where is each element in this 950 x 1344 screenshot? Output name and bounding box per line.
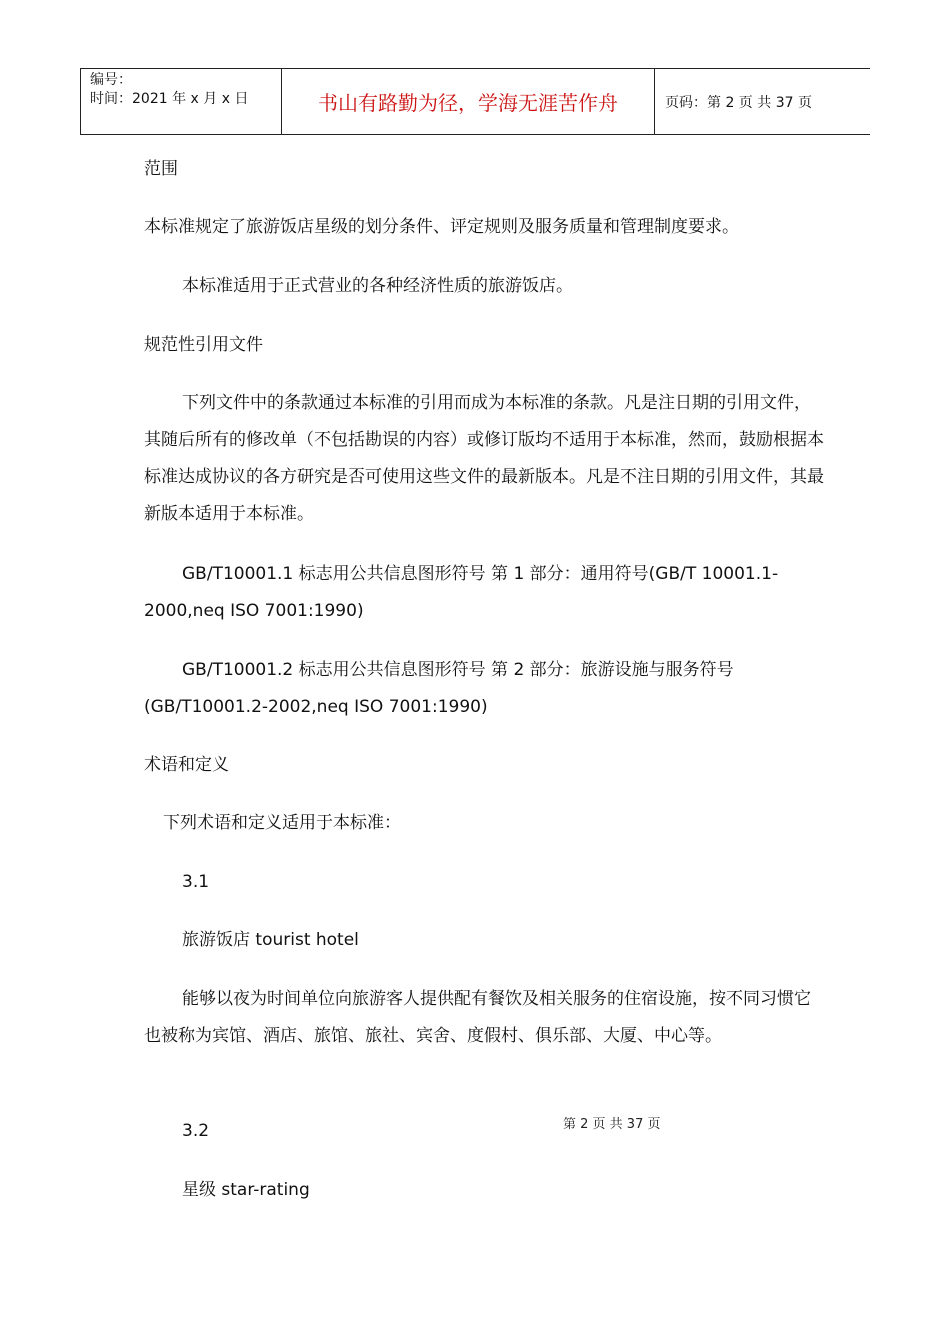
paragraph-references-intro: 下列文件中的条款通过本标准的引用而成为本标准的条款。凡是注日期的引用文件，其随后所有的修改单（不包括勘误的内容）或修订版均不适用于本标准，然而，鼓励根据本标准达成协议的各方研究是否可使用这些文件的最新版本。凡是不注日期的引用文件，其最新版本适用于本标准。 [144,393,824,524]
document-date-label: 时间：2021 年 x 月 x 日 [90,91,249,107]
term-number-3-2: 3.2 [182,1121,210,1141]
section-heading-scope: 范围 [144,159,178,179]
section-heading-terms: 术语和定义 [144,755,229,775]
header-page-cell [655,69,870,134]
term-title-tourist-hotel: 旅游饭店 tourist hotel [182,930,359,950]
paragraph-reference-gbt10001-2: GB/T10001.2 标志用公共信息图形符号 第 2 部分：旅游设施与服务符号(GB/T10001.2-2002,neq ISO 7001:1990) [144,660,734,717]
paragraph-scope-applicability: 本标准适用于正式营业的各种经济性质的旅游饭店。 [182,276,573,296]
header-motto-cell [282,69,655,134]
document-number-label: 编号： [90,72,132,88]
term-definition-tourist-hotel: 能够以夜为时间单位向旅游客人提供配有餐饮及相关服务的住宿设施，按不同习惯它也被称为宾馆、酒店、旅馆、旅社、宾舍、度假村、俱乐部、大厦、中心等。 [144,989,811,1046]
header-page-number: 页码：第 2 页 共 37 页 [665,94,812,111]
paragraph-terms-intro: 下列术语和定义适用于本标准： [163,813,401,833]
header-meta-cell [81,69,282,134]
paragraph-reference-gbt10001-1: GB/T10001.1 标志用公共信息图形符号 第 1 部分：通用符号(GB/T 10001.1-2000,neq ISO 7001:1990) [144,564,779,621]
document-header [80,68,870,135]
page-footer: 第 2 页 共 37 页 [563,1117,661,1132]
term-title-star-rating: 星级 star-rating [182,1180,310,1200]
term-number-3-1: 3.1 [182,872,210,892]
header-motto: 书山有路勤为径，学海无涯苦作舟 [318,91,618,115]
section-heading-references: 规范性引用文件 [144,335,263,355]
paragraph-scope-definition: 本标准规定了旅游饭店星级的划分条件、评定规则及服务质量和管理制度要求。 [144,217,739,237]
